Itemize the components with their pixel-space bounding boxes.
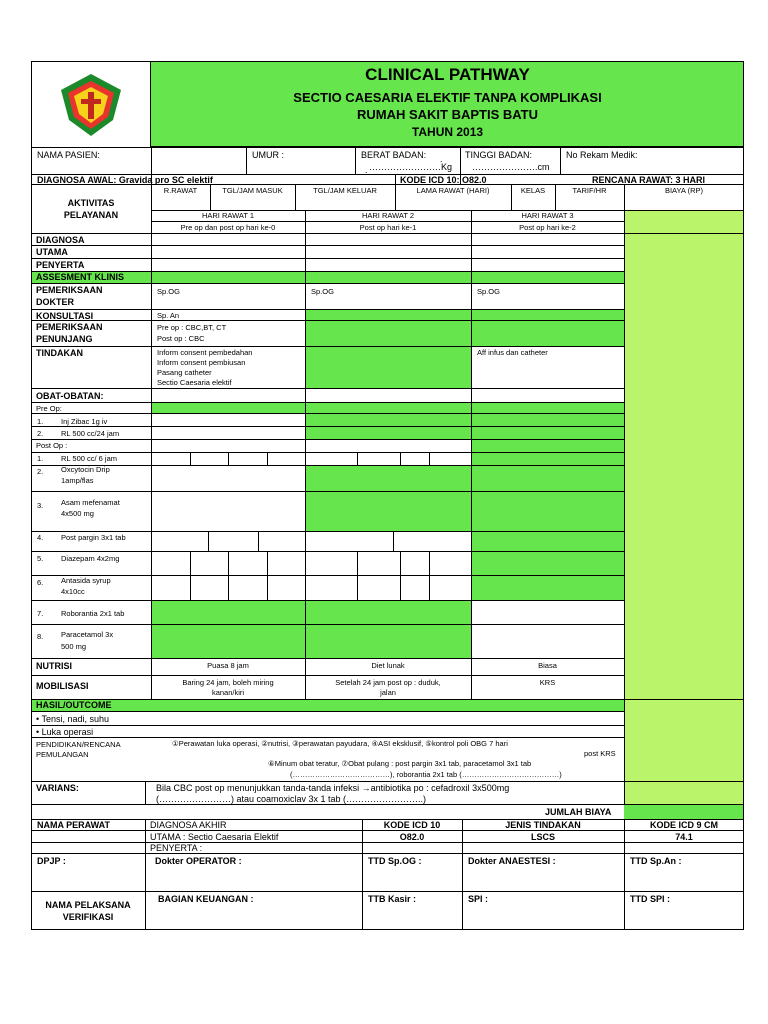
pendidikan-text: ⑥Minum obat teratur, ⑦Obat pulang : post pargin 3x1 tab, paracetamol 3x1 tab: [268, 759, 532, 768]
sub-hari-2: Post op hari ke-1: [359, 223, 417, 232]
hospital-name: RUMAH SAKIT BAPTIS BATU: [356, 107, 539, 122]
obat-num: 1.: [37, 454, 44, 463]
pelayanan-label: PELAYANAN: [63, 210, 119, 220]
preop-label: Pre Op:: [36, 404, 62, 413]
diagnosa-akhir-label: DIAGNOSA AKHIR: [150, 820, 227, 830]
hasil-item: • Tensi, nadi, suhu: [36, 714, 110, 724]
spog-2: Sp.OG: [311, 287, 334, 296]
obat-item: Oxcytocin Drip: [61, 465, 110, 474]
ttd-spog-label: TTD Sp.OG :: [368, 856, 422, 866]
tinggi-unit: ………………….cm: [472, 162, 550, 172]
table-rule: [31, 711, 624, 712]
obat-item: Asam mefenamat: [61, 498, 120, 507]
hasil-item: • Luka operasi: [36, 727, 94, 737]
biaya-header: BIAYA (RP): [664, 186, 704, 195]
berat-unit: ……………………Kg: [369, 162, 453, 172]
tindakan-aff: Aff infus dan catheter: [477, 348, 548, 357]
pendidikan-label: PEMULANGAN: [36, 750, 89, 759]
pemeriksaan-dokter-label: DOKTER: [36, 297, 74, 307]
table-rule: [31, 233, 744, 234]
mobilisasi-hari-3: KRS: [539, 678, 556, 687]
obat-item: 4x10cc: [61, 587, 85, 596]
table-rule: [31, 388, 624, 389]
rrawat-header: R.RAWAT: [163, 186, 198, 195]
tarif-header: TARIF/HR: [572, 186, 607, 195]
pemeriksaan-dokter-label: PEMERIKSAAN: [36, 285, 103, 295]
nama-pasien-label: NAMA PASIEN:: [37, 150, 100, 160]
nama-perawat-label: NAMA PERAWAT: [37, 820, 110, 830]
masuk-header: TGL/JAM MASUK: [222, 186, 283, 195]
umur-label: UMUR :: [252, 150, 284, 160]
mobilisasi-hari-2: jalan: [380, 688, 396, 697]
dot: .: [365, 165, 368, 175]
table-rule: [429, 452, 430, 465]
pendidikan-text: (…………………………………), roborantia 2x1 tab (…………………………………): [290, 770, 562, 779]
table-rule: [31, 891, 744, 892]
jenis-tindakan-label: JENIS TINDAKAN: [505, 820, 581, 830]
table-rule: [31, 346, 624, 347]
table-rule: [258, 531, 259, 551]
table-rule: [151, 184, 152, 699]
obat-item: Paracetamol 3x: [61, 630, 114, 639]
table-rule: [31, 575, 624, 576]
table-rule: [151, 221, 624, 222]
varians-text: Bila CBC post op menunjukkan tanda-tanda infeksi →antibiotika po : cefadroxil 3x500mg: [156, 783, 510, 793]
lama-header: LAMA RAWAT (HARI): [416, 186, 490, 195]
rekam-medik-label: No Rekam Medik:: [566, 150, 638, 160]
table-rule: [31, 147, 744, 148]
obat-num: 7.: [37, 609, 44, 618]
table-rule: [31, 737, 624, 738]
table-rule: [267, 452, 268, 465]
pendidikan-text: ①Perawatan luka operasi, ②nutrisi, ③perawatan payudara, ④ASI eksklusif, ⑤kontrol poli OBG 7 hari: [172, 739, 508, 748]
sub-hari-3: Post op hari ke-2: [519, 223, 576, 232]
tindakan-item: Pasang catheter: [157, 368, 212, 377]
table-rule: [31, 245, 624, 246]
varians-label: VARIANS:: [36, 783, 79, 793]
table-rule: [31, 452, 624, 453]
table-rule: [228, 551, 229, 600]
table-rule: [31, 842, 744, 843]
jumlah-biaya-label: JUMLAH BIAYA: [545, 807, 612, 817]
dot: .: [440, 154, 443, 164]
table-rule: [190, 452, 191, 465]
obat-item: Diazepam 4x2mg: [61, 554, 120, 563]
obat-item: 1amp/flas: [61, 476, 94, 485]
kelas-header: KELAS: [520, 186, 546, 195]
ttd-span-label: TTD Sp.An :: [630, 856, 682, 866]
spog-1: Sp.OG: [157, 287, 180, 296]
diagnosa-label: DIAGNOSA: [36, 235, 85, 245]
table-rule: [31, 830, 744, 831]
obat-item: Post pargin 3x1 tab: [61, 533, 126, 542]
year-label: TAHUN 2013: [411, 125, 484, 139]
hari-rawat-3: HARI RAWAT 3: [521, 211, 574, 220]
table-rule: [31, 309, 624, 310]
berat-label: BERAT BADAN:: [361, 150, 427, 160]
mobilisasi-label: MOBILISASI: [36, 681, 89, 691]
lab-postop: Post op : CBC: [157, 334, 205, 343]
obat-num: 4.: [37, 533, 44, 542]
table-rule: [31, 283, 624, 284]
spi-label: SPI :: [468, 894, 489, 904]
table-rule: [471, 210, 472, 699]
varians-text: (……………………) atau coamoxiclav 3x 1 tab (……………………..): [156, 794, 427, 804]
table-rule: [357, 551, 358, 600]
nutrisi-label: NUTRISI: [36, 661, 72, 671]
table-rule: [31, 725, 624, 726]
table-rule: [560, 147, 561, 174]
table-rule: [31, 439, 624, 440]
table-rule: [357, 452, 358, 465]
dokter-anaestesi-label: Dokter ANAESTESI :: [468, 856, 556, 866]
sub-hari-1: Pre op dan post op hari ke-0: [180, 223, 276, 232]
obat-num: 2.: [37, 429, 44, 438]
span-value: Sp. An: [157, 311, 180, 320]
obat-item: 4x500 mg: [61, 509, 94, 518]
mobilisasi-hari-2: Setelah 24 jam post op : duduk,: [335, 678, 441, 687]
table-rule: [31, 551, 624, 552]
hari-rawat-1: HARI RAWAT 1: [201, 211, 255, 220]
icd10-value: O82.0: [399, 832, 425, 842]
assesment-label: ASSESMENT KLINIS: [36, 272, 125, 282]
penyerta-label: PENYERTA: [36, 260, 85, 270]
table-rule: [246, 147, 247, 174]
ttd-spi-label: TTD SPI :: [630, 894, 670, 904]
aktivitas-label: AKTIVITAS: [67, 198, 115, 208]
table-rule: [145, 819, 146, 930]
pendidikan-label: PENDIDIKAN/RENCANA: [36, 740, 121, 749]
table-rule: [31, 624, 624, 625]
lab-preop: Pre op : CBC,BT, CT: [157, 323, 227, 332]
table-rule: [31, 258, 624, 259]
jenis-tindakan-value: LSCS: [530, 832, 555, 842]
obat-item: RL 500 cc/ 6 jam: [61, 454, 117, 463]
pendidikan-text: post KRS: [584, 749, 616, 758]
table-rule: [429, 551, 430, 600]
obat-num: 6.: [37, 578, 44, 587]
obat-item: Roborantia 2x1 tab: [61, 609, 125, 618]
dpjp-label: DPJP :: [37, 856, 66, 866]
nutrisi-hari-3: Biasa: [538, 661, 557, 670]
table-rule: [31, 675, 624, 676]
obat-num: 3.: [37, 501, 44, 510]
table-rule: [393, 531, 394, 551]
tinggi-label: TINGGI BADAN:: [465, 150, 533, 160]
table-rule: [31, 413, 624, 414]
nutrisi-hari-2: Diet lunak: [371, 661, 405, 670]
nutrisi-hari-1: Puasa 8 jam: [207, 661, 249, 670]
diagnosa-akhir-penyerta: PENYERTA :: [150, 843, 203, 853]
bagian-keuangan-label: BAGIAN KEUANGAN :: [158, 894, 254, 904]
page-subtitle: SECTIO CAESARIA ELEKTIF TANPA KOMPLIKASI: [293, 90, 602, 105]
table-rule: [31, 426, 624, 427]
obat-item: 500 mg: [61, 642, 87, 651]
table-rule: [31, 531, 624, 532]
table-rule: [31, 320, 624, 321]
obat-num: 8.: [37, 632, 44, 641]
table-rule: [267, 551, 268, 600]
tindakan-item: Inform consent pembedahan: [157, 348, 253, 357]
table-rule: [31, 699, 744, 700]
kode-icd10-label: KODE ICD 10: [383, 820, 441, 830]
table-rule: [190, 551, 191, 600]
rencana-rawat: RENCANA RAWAT: 3 HARI: [592, 175, 706, 185]
mobilisasi-hari-1: Baring 24 jam, boleh miring: [182, 678, 274, 687]
obat-item: Antasida syrup: [61, 576, 111, 585]
table-rule: [31, 465, 624, 466]
table-rule: [395, 174, 396, 184]
icd9-value: 74.1: [675, 832, 693, 842]
verifikasi-label: NAMA PELAKSANA: [45, 900, 131, 910]
obat-label: OBAT-OBATAN:: [36, 391, 104, 401]
obat-item: Inj Zibac 1g iv: [61, 417, 108, 426]
keluar-header: TGL/JAM KELUAR: [313, 186, 377, 195]
diagnosa-awal: DIAGNOSA AWAL: Gravida pro SC elektif: [37, 175, 213, 185]
spog-3: Sp.OG: [477, 287, 500, 296]
table-rule: [31, 600, 624, 601]
postop-label: Post Op :: [36, 441, 68, 450]
table-rule: [31, 853, 744, 854]
tindakan-item: Sectio Caesaria elektif: [157, 378, 232, 387]
table-rule: [208, 531, 209, 551]
penunjang-label: PENUNJANG: [36, 334, 93, 344]
table-rule: [31, 491, 624, 492]
ttb-kasir-label: TTB Kasir :: [368, 894, 417, 904]
obat-num: 1.: [37, 417, 44, 426]
table-rule: [400, 551, 401, 600]
obat-num: 5.: [37, 554, 44, 563]
dokter-operator-label: Dokter OPERATOR :: [155, 856, 242, 866]
konsultasi-label: KONSULTASI: [36, 311, 94, 321]
utama-label: UTAMA: [36, 247, 68, 257]
page-title: CLINICAL PATHWAY: [365, 65, 530, 84]
table-rule: [355, 147, 356, 174]
hari-rawat-2: HARI RAWAT 2: [361, 211, 415, 220]
obat-item: RL 500 cc/24 jam: [61, 429, 120, 438]
diagnosa-akhir-utama: UTAMA : Sectio Caesaria Elektif: [150, 832, 279, 842]
verifikasi-label: VERIFIKASI: [62, 912, 114, 922]
hasil-label: HASIL/OUTCOME: [36, 700, 112, 710]
kode-icd-awal: KODE ICD 10: O82.0: [400, 175, 487, 185]
table-rule: [400, 452, 401, 465]
tindakan-label: TINDAKAN: [36, 348, 83, 358]
table-rule: [31, 804, 744, 805]
penunjang-label: PEMERIKSAAN: [36, 322, 103, 332]
mobilisasi-hari-1: kanan/kiri: [211, 688, 245, 697]
tindakan-item: Inform consent pembiusan: [157, 358, 246, 367]
table-rule: [624, 184, 625, 804]
table-rule: [228, 452, 229, 465]
kode-icd9-label: KODE ICD 9 CM: [649, 820, 718, 830]
table-rule: [31, 402, 624, 403]
table-rule: [145, 781, 146, 804]
table-rule: [31, 658, 624, 659]
table-rule: [305, 210, 306, 699]
table-rule: [31, 781, 744, 782]
obat-num: 2.: [37, 467, 44, 476]
